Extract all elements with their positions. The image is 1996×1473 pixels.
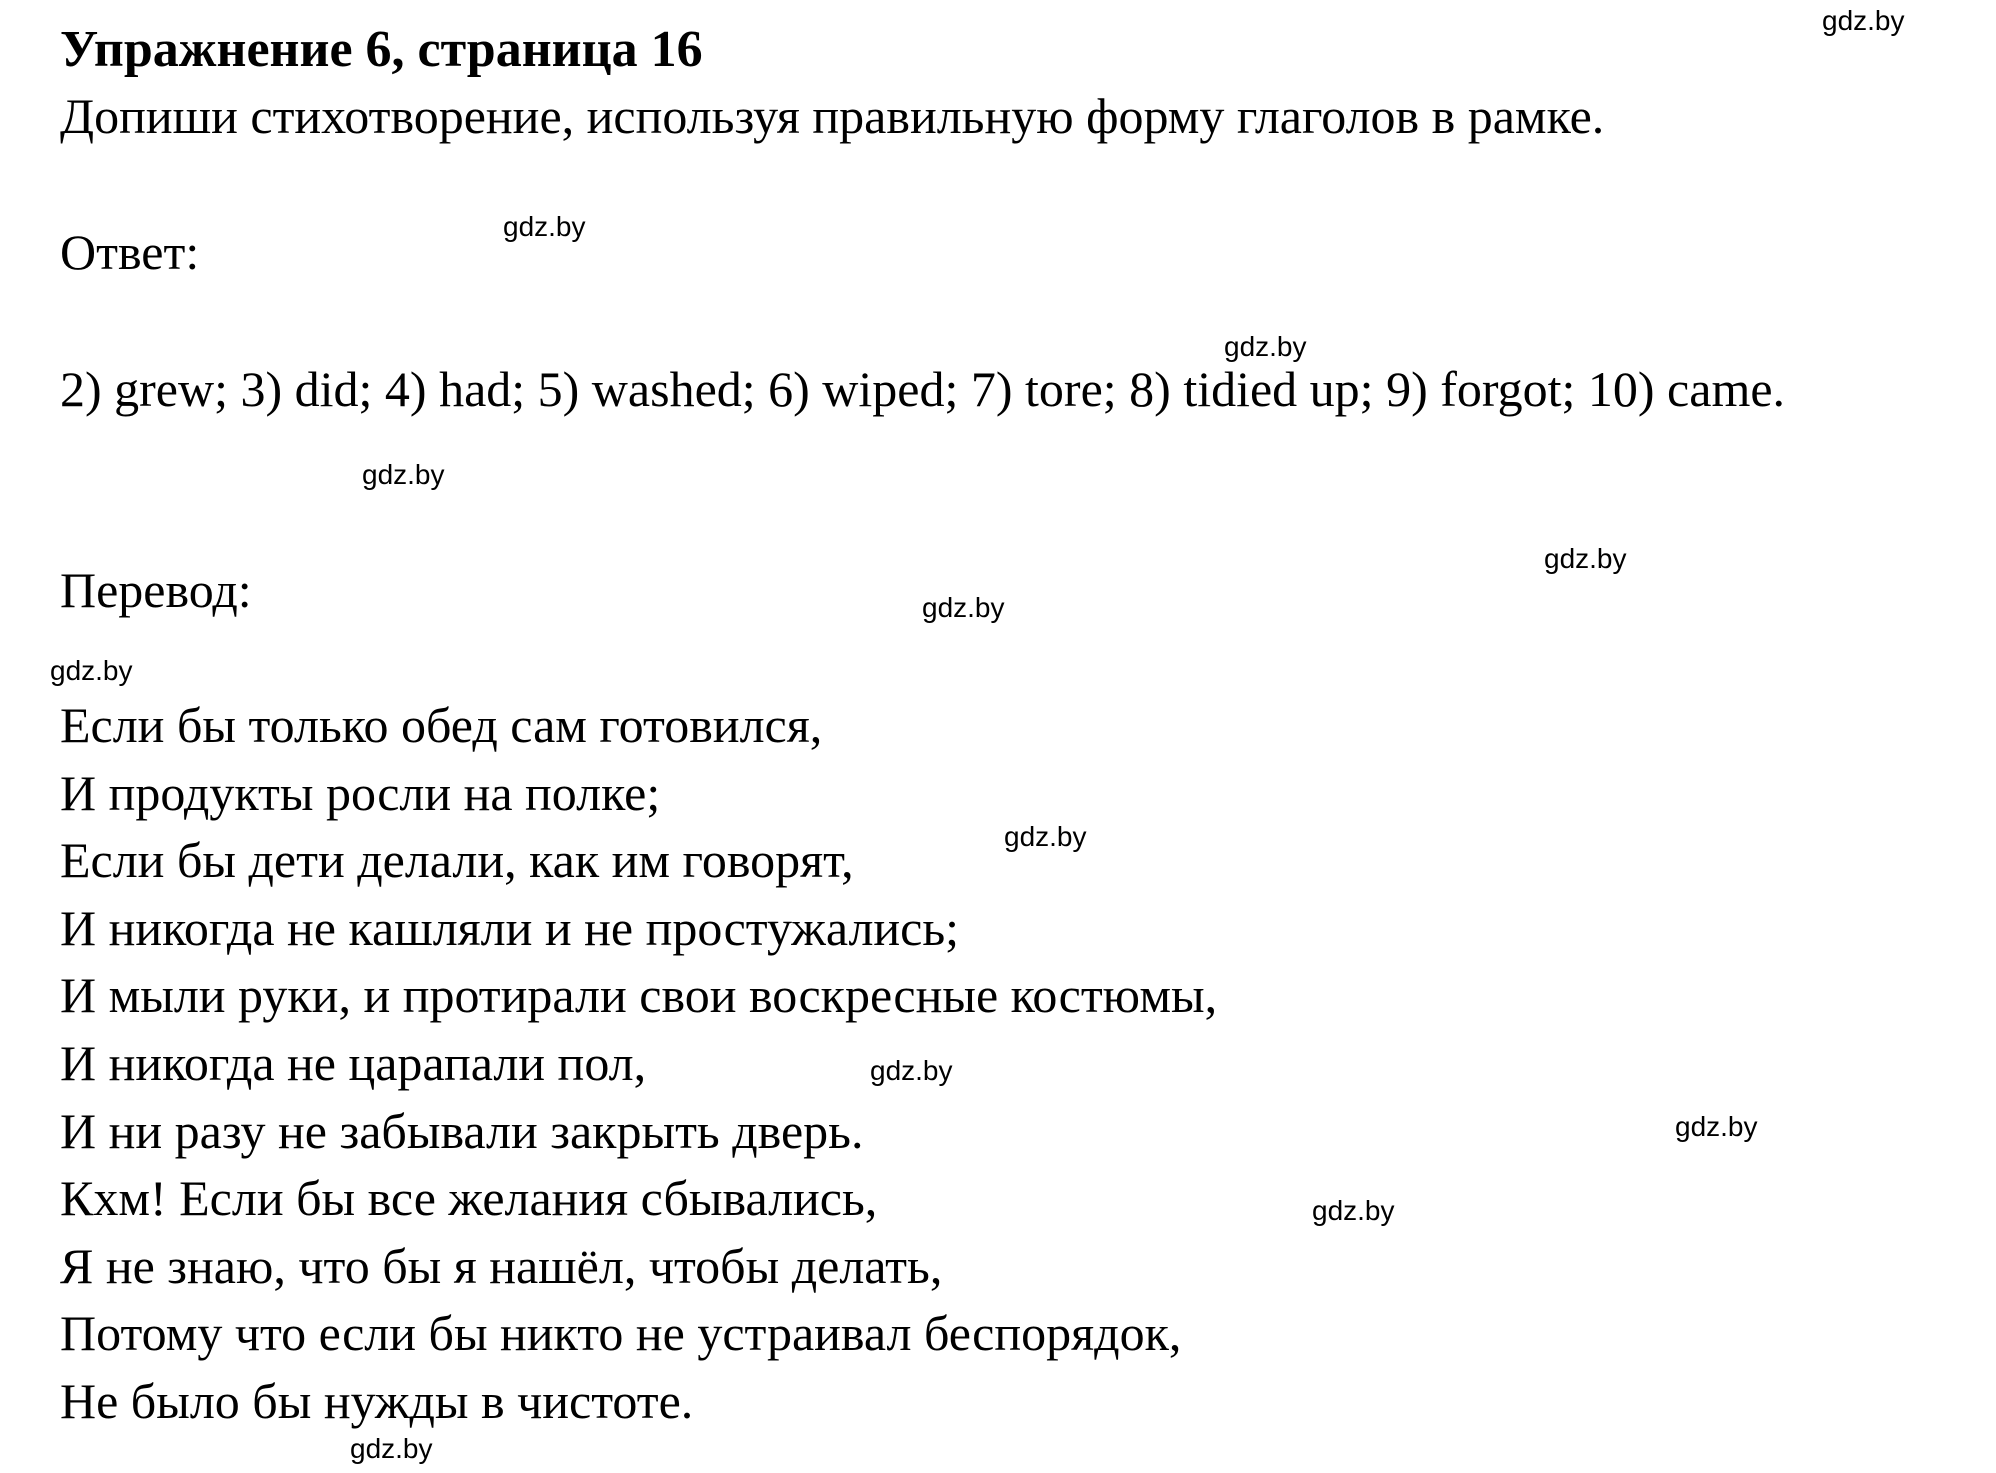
watermark: gdz.by <box>1544 543 1627 574</box>
watermark: gdz.by <box>503 211 586 242</box>
watermark: gdz.by <box>1224 331 1307 362</box>
watermark: gdz.by <box>1675 1111 1758 1142</box>
poem-line: Потому что если бы никто не устраивал беспорядок, <box>60 1305 1182 1362</box>
watermark: gdz.by <box>350 1433 433 1464</box>
answer-label: Ответ: <box>60 224 200 280</box>
poem-line: Если бы дети делали, как им говорят, <box>60 832 854 889</box>
watermark: gdz.by <box>362 459 445 490</box>
poem-line: Не было бы нужды в чистоте. <box>60 1372 694 1429</box>
poem-line: И ни разу не забывали закрыть дверь. <box>60 1102 864 1159</box>
watermark: gdz.by <box>922 592 1005 623</box>
watermark: gdz.by <box>50 655 133 686</box>
poem-line: И мыли руки, и протирали свои воскресные костюмы, <box>60 967 1218 1024</box>
watermark: gdz.by <box>870 1055 953 1086</box>
poem-line: И никогда не царапали пол, <box>60 1034 647 1091</box>
poem-line: Кхм! Если бы все желания сбывались, <box>60 1170 878 1227</box>
poem-line: Я не знаю, что бы я нашёл, чтобы делать, <box>60 1237 943 1294</box>
watermark: gdz.by <box>1312 1195 1395 1226</box>
page-title: Упражнение 6, страница 16 <box>60 21 703 78</box>
poem-line: И продукты росли на полке; <box>60 764 661 821</box>
watermark: gdz.by <box>1822 5 1905 36</box>
poem-line: И никогда не кашляли и не простужались; <box>60 899 960 956</box>
translation-label: Перевод: <box>60 562 252 618</box>
poem-line: Если бы только обед сам готовился, <box>60 697 823 753</box>
translation-poem <box>60 692 1217 1436</box>
answer-text: 2) grew; 3) did; 4) had; 5) washed; 6) wiped; 7) tore; 8) tidied up; 9) forgot; 10) came. <box>60 361 1786 417</box>
watermark: gdz.by <box>1004 821 1087 852</box>
exercise-instruction: Допиши стихотворение, используя правильную форму глаголов в рамке. <box>60 88 1605 144</box>
